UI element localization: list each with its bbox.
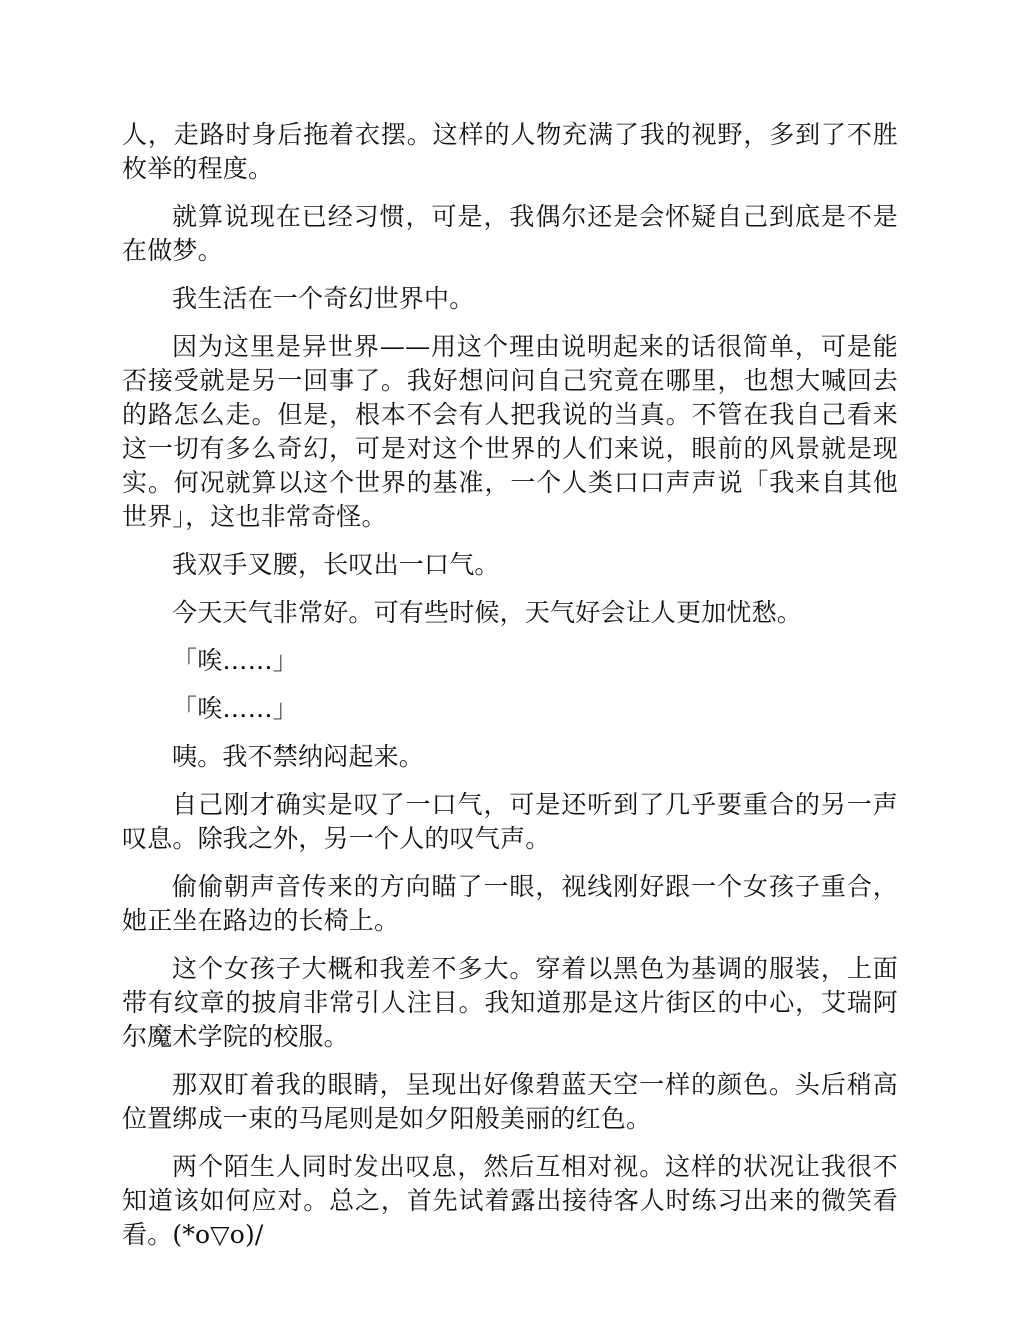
paragraph-13: 那双盯着我的眼睛，呈现出好像碧蓝天空一样的颜色。头后稍高位置绑成一束的马尾则是如夕阳般美丽的红色。 [122, 1070, 898, 1133]
paragraph-6: 今天天气非常好。可有些时候，天气好会让人更加忧愁。 [172, 598, 803, 627]
paragraph-2: 就算说现在已经习惯，可是，我偶尔还是会怀疑自己到底是不是在做梦。 [122, 202, 898, 265]
paragraph-1: 人，走路时身后拖着衣摆。这样的人物充满了我的视野，多到了不胜枚举的程度。 [122, 120, 898, 183]
paragraph-4: 因为这里是异世界——用这个理由说明起来的话很简单，可是能否接受就是另一回事了。我好想问问自己究竟在哪里，也想大喊回去的路怎么走。但是，根本不会有人把我说的当真。不管在我自己看来这一切有多么奇幻，可是对这个世界的人们来说，眼前的风景就是现实。何况就算以这个世界的基准，一个人类口口声声说「我来自其他世界」，这也非常奇怪。 [122, 332, 898, 531]
paragraph-5: 我双手叉腰，长叹出一口气。 [172, 550, 500, 579]
paragraph-8-dialogue: 「唉……」 [172, 694, 299, 723]
paragraph-11: 偷偷朝声音传来的方向瞄了一眼，视线刚好跟一个女孩子重合，她正坐在路边的长椅上。 [122, 872, 898, 935]
document-page [122, 118, 898, 1266]
paragraph-12: 这个女孩子大概和我差不多大。穿着以黑色为基调的服装，上面带有纹章的披肩非常引人注目。我知道那是这片街区的中心，艾瑞阿尔魔术学院的校服。 [122, 954, 898, 1051]
paragraph-10: 自己刚才确实是叹了一口气，可是还听到了几乎要重合的另一声叹息。除我之外，另一个人的叹气声。 [122, 790, 898, 853]
paragraph-9: 咦。我不禁纳闷起来。 [172, 742, 425, 771]
paragraph-3: 我生活在一个奇幻世界中。 [172, 284, 475, 313]
paragraph-14: 两个陌生人同时发出叹息，然后互相对视。这样的状况让我很不知道该如何应对。总之，首先试着露出接待客人时练习出来的微笑看看。(*o▽o)/ [122, 1152, 898, 1249]
paragraph-7-dialogue: 「唉……」 [172, 646, 299, 675]
